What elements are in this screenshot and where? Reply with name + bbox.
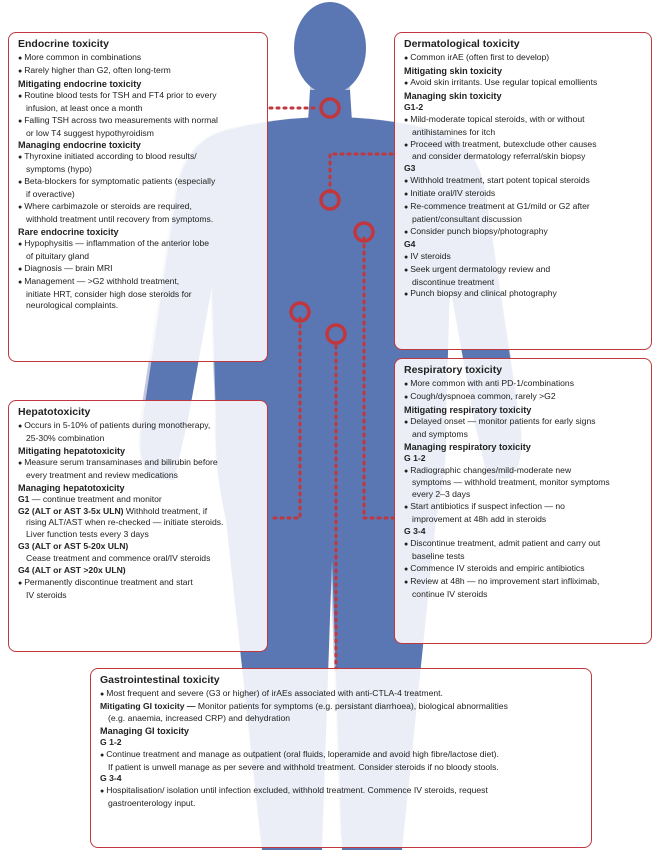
bullet-item: ● More common with anti PD-1/combinations xyxy=(404,378,642,391)
bullet-continuation: every treatment and review medications xyxy=(26,469,178,480)
bullet-item: ● Hospitalisation/ isolation until infection excluded, withhold treatment. Commence IV steroids, request xyxy=(100,785,582,798)
grade-row-text: Withhold treatment, if xyxy=(123,505,208,516)
gastrointestinal-title: Gastrointestinal toxicity xyxy=(100,674,220,686)
bullet-item: ● Common irAE (often first to develop) xyxy=(404,52,642,65)
bullet-item: ● Hypophysitis — inflammation of the anterior lobe xyxy=(18,238,258,251)
grade-label: G 3-4 xyxy=(100,773,122,784)
bullet-item: ● Seek urgent dermatology review and xyxy=(404,264,642,277)
section-heading: Mitigating respiratory toxicity xyxy=(404,404,532,415)
bullet-item: ● Falling TSH across two measurements with normal xyxy=(18,115,258,128)
grade-label: G 3-4 xyxy=(404,526,426,537)
grade-row xyxy=(18,506,258,518)
bullet-item: ● Measure serum transaminases and bilirubin before xyxy=(18,457,258,470)
bullet-continuation: Liver function tests every 3 days xyxy=(26,529,149,540)
bullet-item: ● Routine blood tests for TSH and FT4 prior to every xyxy=(18,90,258,103)
bullet-continuation: (e.g. anaemia, increased CRP) and dehydration xyxy=(108,712,291,723)
bullet-continuation: every 2–3 days xyxy=(412,489,471,500)
grade-label: G 1-2 xyxy=(404,452,426,463)
section-heading: Managing respiratory toxicity xyxy=(404,441,531,452)
bullet-continuation: rising ALT/AST when re-checked — initiate steroids. xyxy=(26,517,224,528)
bullet-item: ● Rarely higher than G2, often long-term xyxy=(18,65,258,78)
bullet-item: ● Most frequent and severe (G3 or higher) of irAEs associated with anti-CTLA-4 treatment. xyxy=(100,688,582,701)
section-heading: Rare endocrine toxicity xyxy=(18,226,119,237)
grade-row-text: Monitor patients for symptoms (e.g. persistant diarrhoea), biological abnormalities xyxy=(195,700,508,711)
grade-label: G4 xyxy=(404,238,416,249)
bullet-continuation: initiate HRT, consider high dose steroids for xyxy=(26,288,192,299)
bullet-item: ● Cough/dyspnoea common, rarely >G2 xyxy=(404,391,642,404)
bullet-item: ● Radiographic changes/mild-moderate new xyxy=(404,465,642,478)
bullet-item: ● Delayed onset — monitor patients for early signs xyxy=(404,416,642,429)
section-heading: Managing hepatotoxicity xyxy=(18,482,125,493)
bullet-item: ● Avoid skin irritants. Use regular topical emollients xyxy=(404,77,642,90)
bullet-item: ● IV steroids xyxy=(404,251,642,264)
bullet-continuation: symptoms (hypo) xyxy=(26,164,92,175)
bullet-continuation: If patient is unwell manage as per severe and withhold treatment. Consider steroids if no bloody stools. xyxy=(108,761,499,772)
bullet-item: ● Withhold treatment, start potent topical steroids xyxy=(404,175,642,188)
bullet-continuation: baseline tests xyxy=(412,550,465,561)
bullet-item: ● Initiate oral/IV steroids xyxy=(404,188,642,201)
grade-row-label: Mitigating GI toxicity — xyxy=(100,700,196,711)
grade-label: G3 xyxy=(404,163,416,174)
bullet-item: ● Management — >G2 withhold treatment, xyxy=(18,276,258,289)
bullet-item: ● Discontinue treatment, admit patient and carry out xyxy=(404,538,642,551)
grade-label: G3 (ALT or AST 5-20x ULN) xyxy=(18,541,129,552)
bullet-continuation: antihistamines for itch xyxy=(412,126,496,137)
bullet-item: ● Commence IV steroids and empiric antibiotics xyxy=(404,563,642,576)
section-heading: Managing GI toxicity xyxy=(100,725,189,736)
hepatotoxicity-title: Hepatotoxicity xyxy=(18,406,91,418)
bullet-continuation: improvement at 48h add in steroids xyxy=(412,514,547,525)
bullet-continuation: 25-30% combination xyxy=(26,432,105,443)
grade-row-label: G2 (ALT or AST 3-5x ULN) xyxy=(18,505,124,516)
bullet-item: ● Review at 48h — no improvement start infliximab, xyxy=(404,576,642,589)
grade-label: G4 (ALT or AST >20x ULN) xyxy=(18,565,126,576)
bullet-item: ● Beta-blockers for symptomatic patients (especially xyxy=(18,176,258,189)
bullet-continuation: symptoms — withhold treatment, monitor symptoms xyxy=(412,477,610,488)
grade-row-label: G1 xyxy=(18,493,30,504)
section-heading: Managing endocrine toxicity xyxy=(18,140,141,151)
bullet-item: ● Permanently discontinue treatment and start xyxy=(18,577,258,590)
gastrointestinal-box xyxy=(90,668,592,848)
bullet-continuation: or low T4 suggest hypothyroidism xyxy=(26,127,154,138)
grade-label: G 1-2 xyxy=(100,736,122,747)
bullet-continuation: if overactive) xyxy=(26,189,75,200)
bullet-item: ● Thyroxine initiated according to blood results/ xyxy=(18,151,258,164)
bullet-item: ● Diagnosis — brain MRI xyxy=(18,263,258,276)
respiratory-title: Respiratory toxicity xyxy=(404,364,503,376)
bullet-continuation: of pituitary gland xyxy=(26,250,90,261)
hepatotoxicity-box xyxy=(8,400,268,652)
bullet-continuation: and symptoms xyxy=(412,428,468,439)
bullet-item: ● Mild-moderate topical steroids, with or without xyxy=(404,114,642,127)
bullet-continuation: neurological complaints. xyxy=(26,300,119,311)
grade-row xyxy=(18,494,258,506)
dermatological-title: Dermatological toxicity xyxy=(404,38,520,50)
dermatological-box xyxy=(394,32,652,350)
bullet-item: ● Punch biopsy and clinical photography xyxy=(404,288,642,301)
respiratory-box xyxy=(394,358,652,644)
grade-row xyxy=(100,701,582,713)
grade-label: G1-2 xyxy=(404,101,424,112)
bullet-continuation: gastroenterology input. xyxy=(108,798,196,809)
bullet-item: ● Where carbimazole or steroids are required, xyxy=(18,201,258,214)
section-heading: Managing skin toxicity xyxy=(404,90,502,101)
endocrine-box xyxy=(8,32,268,362)
bullet-continuation: Cease treatment and commence oral/IV steroids xyxy=(26,553,211,564)
bullet-item: ● Start antibiotics if suspect infection — no xyxy=(404,501,642,514)
bullet-continuation: infusion, at least once a month xyxy=(26,102,143,113)
bullet-continuation: patient/consultant discussion xyxy=(412,213,522,224)
bullet-item: ● Continue treatment and manage as outpatient (oral fluids, loperamide and avoid high fibre/lactose diet). xyxy=(100,749,582,762)
section-heading: Mitigating endocrine toxicity xyxy=(18,78,142,89)
endocrine-title: Endocrine toxicity xyxy=(18,38,110,50)
bullet-continuation: withhold treatment until recovery from symptoms. xyxy=(26,213,214,224)
bullet-continuation: discontinue treatment xyxy=(412,276,495,287)
section-heading: Mitigating skin toxicity xyxy=(404,65,503,76)
bullet-item: ● Proceed with treatment, butexclude other causes xyxy=(404,139,642,152)
bullet-item: ● Consider punch biopsy/photography xyxy=(404,226,642,239)
bullet-item: ● More common in combinations xyxy=(18,52,258,65)
bullet-item: ● Occurs in 5-10% of patients during monotherapy, xyxy=(18,420,258,433)
bullet-continuation: continue IV steroids xyxy=(412,588,488,599)
bullet-continuation: IV steroids xyxy=(26,589,67,600)
bullet-item: ● Re-commence treatment at G1/mild or G2 after xyxy=(404,201,642,214)
bullet-continuation: and consider dermatology referral/skin biopsy xyxy=(412,151,586,162)
section-heading: Mitigating hepatotoxicity xyxy=(18,445,126,456)
grade-row-text: — continue treatment and monitor xyxy=(29,493,162,504)
